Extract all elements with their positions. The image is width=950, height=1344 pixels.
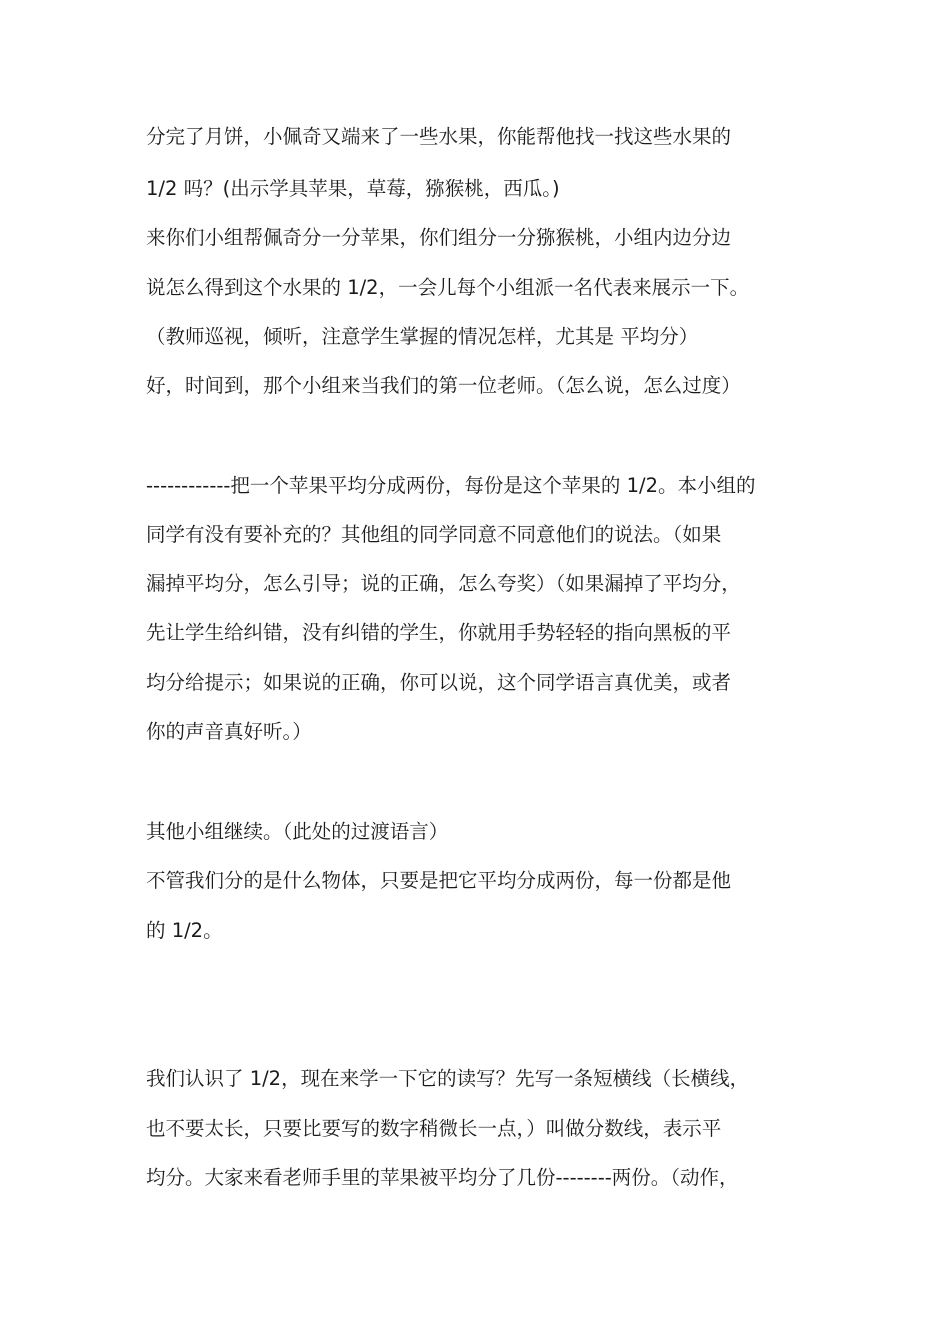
text-line: 漏掉平均分，怎么引导；说的正确，怎么夸奖）（如果漏掉了平均分， (146, 572, 741, 595)
text-line: 你的声音真好听。） (146, 720, 312, 743)
text-line: （教师巡视，倾听，注意学生掌握的情况怎样，尤其是 平均分） (146, 325, 699, 348)
text-line: 其他小组继续。（此处的过渡语言） (146, 820, 449, 843)
text-line: 我们认识了 1/2，现在来学一下它的读写？先写一条短横线（长横线， (146, 1067, 750, 1090)
text-line: 不管我们分的是什么物体，只要是把它平均分成两份，每一份都是他 (146, 869, 732, 892)
text-line: ------------把一个苹果平均分成两份，每份是这个苹果的 1/2。本小组的 (146, 474, 756, 497)
text-line: 也不要太长，只要比要写的数字稍微长一点，）叫做分数线，表示平 (146, 1117, 722, 1140)
text-line: 先让学生给纠错，没有纠错的学生，你就用手势轻轻的指向黑板的平 (146, 621, 732, 644)
text-line: 均分给提示；如果说的正确，你可以说，这个同学语言真优美，或者 (146, 671, 732, 694)
text-line: 分完了月饼，小佩奇又端来了一些水果，你能帮他找一找这些水果的 (146, 125, 732, 148)
text-line: 1/2 吗？(出示学具苹果，草莓，猕猴桃，西瓜。) (146, 177, 560, 200)
text-line: 来你们小组帮佩奇分一分苹果，你们组分一分猕猴桃，小组内边分边 (146, 226, 732, 249)
text-line: 好，时间到，那个小组来当我们的第一位老师。（怎么说，怎么过度） (146, 374, 741, 397)
text-line: 同学有没有要补充的？其他组的同学同意不同意他们的说法。（如果 (146, 523, 722, 546)
text-line: 说怎么得到这个水果的 1/2，一会儿每个小组派一名代表来展示一下。 (146, 276, 750, 299)
text-line: 均分。大家来看老师手里的苹果被平均分了几份--------两份。（动作， (146, 1166, 739, 1189)
text-line: 的 1/2。 (146, 919, 223, 942)
